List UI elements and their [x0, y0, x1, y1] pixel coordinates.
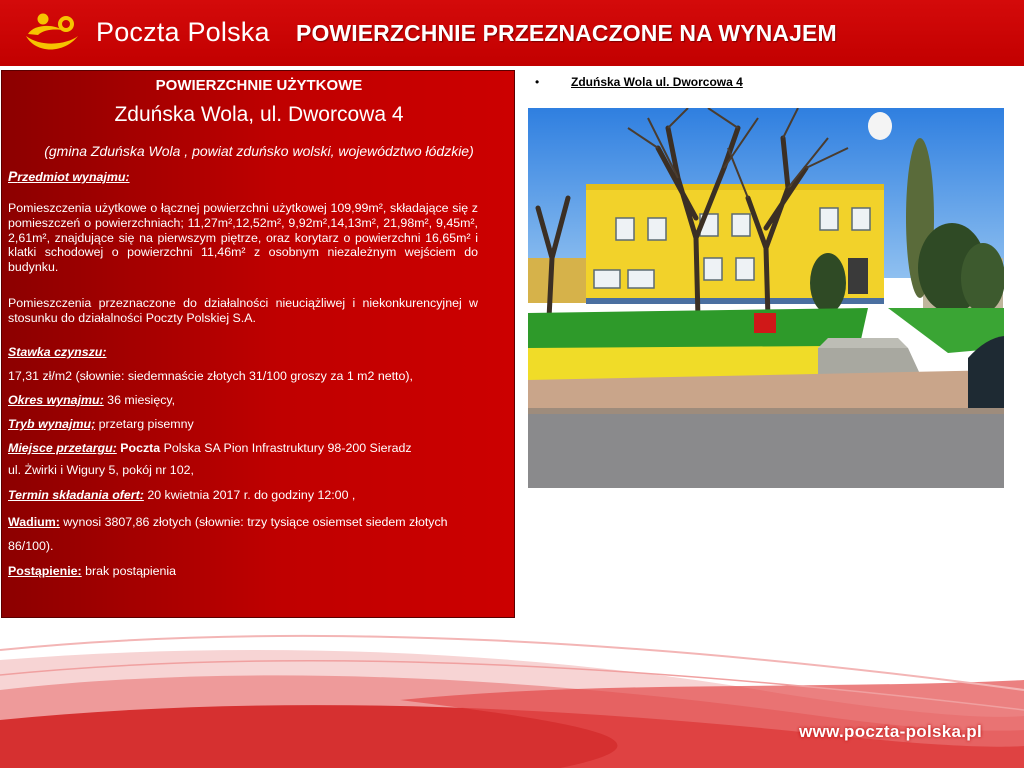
- bullet-marker: •: [535, 75, 540, 89]
- rental-period-value: 36 miesięcy,: [103, 393, 176, 407]
- subject-heading-text: rzedmiot wynajmu:: [17, 170, 130, 184]
- tender-place-label: Miejsce przetargu:: [8, 441, 117, 455]
- deposit-value: wynosi 3807,86 złotych (słownie: trzy tysiące osiemset siedem złotych: [59, 515, 448, 529]
- offer-deadline-label: Termin składania ofert:: [8, 488, 144, 502]
- subject-heading-initial: P: [8, 168, 18, 184]
- subject-heading: [8, 169, 478, 185]
- logo-text: Poczta Polska: [96, 16, 270, 47]
- property-region: (gmina Zduńska Wola , powiat zduńsko wolski, województwo łódzkie): [44, 143, 474, 159]
- photo-caption-link[interactable]: Zduńska Wola ul. Dworcowa 4: [571, 75, 743, 89]
- usage-purpose: Pomieszczenia przeznaczone do działalności nieuciążliwej i niekonkurencyjnej w stosunku do działalności Poczty Polskiej S.A.: [8, 296, 478, 325]
- property-info-panel: [1, 70, 515, 618]
- offer-deadline-value: 20 kwietnia 2017 r. do godziny 12:00 ,: [143, 488, 356, 502]
- rental-period-label: Okres wynajmu:: [8, 393, 104, 407]
- property-category: POWIERZCHNIE UŻYTKOWE: [155, 77, 363, 94]
- tender-place-line2: ul. Żwirki i Wigury 5, pokój nr 102,: [8, 463, 194, 477]
- property-address: Zduńska Wola, ul. Dworcowa 4: [114, 103, 404, 126]
- footer-swoosh-decoration: [0, 620, 1024, 768]
- tender-place-bold: Poczta: [116, 441, 161, 455]
- offer-deadline: [8, 488, 478, 503]
- property-description: Pomieszczenia użytkowe o łącznej powierzchni użytkowej 109,99m², składające się z pomieszczeń o powierzchniach; 11,27m²,12,52m², 9,92m²,14,13m², 21,98m², 9,45m², 2,61m², znajdujące się na pierwszym piętrze, oraz korytarz o powierzchni 16,65m² i klatki schodowej o powierzchni 11,46m² z osobnym niezależnym wejściem do budynku.: [8, 201, 478, 275]
- bid-increment: [8, 564, 478, 579]
- bid-increment-value: brak postąpienia: [81, 564, 177, 578]
- header-bar: [0, 0, 1024, 66]
- deposit-line2: 86/100).: [8, 539, 54, 553]
- tender-place-value: Polska SA Pion Infrastruktury 98-200 Sieradz: [160, 441, 412, 455]
- deposit: [8, 515, 478, 530]
- rental-mode: [8, 417, 478, 432]
- website-url[interactable]: www.poczta-polska.pl: [799, 722, 982, 741]
- building-photo-image: [528, 108, 1004, 488]
- rental-mode-value: przetarg pisemny: [95, 417, 194, 431]
- rent-label-text: Stawka czynszu:: [8, 345, 107, 359]
- rental-period: [8, 393, 478, 408]
- rent-value: 17,31 zł/m2 (słownie: siedemnaście złotych 31/100 groszy za 1 m2 netto),: [8, 369, 413, 383]
- deposit-label: Wadium:: [8, 515, 60, 529]
- rent-label: [8, 345, 478, 360]
- post-horn-logo-icon: [22, 10, 84, 54]
- page-title: POWIERZCHNIE PRZEZNACZONE NA WYNAJEM: [296, 20, 837, 46]
- rental-mode-label: Tryb wynajmu;: [8, 417, 96, 431]
- building-photo: [528, 108, 1004, 488]
- bid-increment-label: Postąpienie:: [8, 564, 82, 578]
- poczta-polska-logo[interactable]: [22, 10, 270, 54]
- tender-place: [8, 441, 478, 456]
